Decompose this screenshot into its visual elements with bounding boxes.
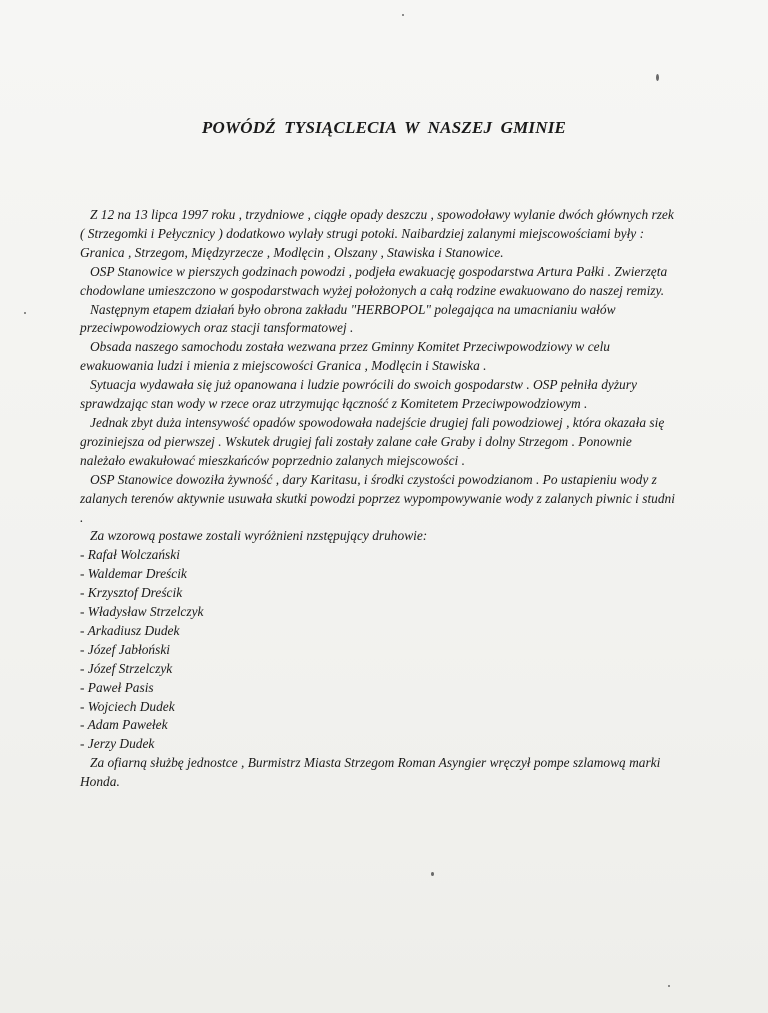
- paragraph-herbopol-defense: Następnym etapem działań było obrona zakładu "HERBOPOL" polegająca na umacnianiu wałów przeciwpowodziowych oraz stacji tansformatowej .: [80, 301, 616, 336]
- scan-speck: [668, 985, 670, 987]
- document-body: [80, 206, 680, 792]
- paragraph-situation-calm: Sytuacja wydawała się już opanowana i ludzie powrócili do swoich gospodarstw . OSP pełniła dyżury sprawdzając stan wody w rzece oraz utrzymując łączność z Komitetem Przeciwpowodziowym .: [80, 377, 637, 412]
- list-item: - Wojciech Dudek: [80, 698, 175, 714]
- paragraph-pump-award: Za ofiarną służbę jednostce , Burmistrz Miasta Strzegom Roman Asyngier wręczył pompe szlamową marki Honda.: [80, 755, 661, 790]
- list-item: - Józef Strzelczyk: [80, 660, 173, 676]
- list-item: - Jerzy Dudek: [80, 736, 155, 752]
- scan-speck: [402, 14, 404, 16]
- scan-speck: [656, 74, 659, 81]
- paragraph-aid-delivery: OSP Stanowice dowoziła żywność , dary Karitasu, i środki czystości powodzianom . Po ustapieniu wody z zalanych terenów aktywnie usuwała skutki powodzi poprzez wypompowywanie wody z zalanych piwnic i studni .: [80, 471, 675, 525]
- list-item: - Arkadiusz Dudek: [80, 622, 180, 638]
- document-title: POWÓDŹ TYSIĄCLECIA W NASZEJ GMINIE: [201, 118, 567, 137]
- paragraph-crew-summoned: Obsada naszego samochodu została wezwana przez Gminny Komitet Przeciwpowodziowy w celu ewakuowania ludzi i mienia z miejscowości Granica , Modlęcin i Stawiska .: [80, 339, 610, 374]
- list-item: - Adam Pawełek: [80, 717, 168, 733]
- honored-members-list: [80, 546, 680, 754]
- paragraph-second-wave: Jednak zbyt duża intensywość opadów spowodowała nadejście drugiej fali powodziowej , która okazała się groziniejsza od pierwszej . Wskutek drugiej fali zostały zalane całe Graby i dolny Strzegom . Ponownie należało ewakułować mieszkańców poprzednio zalanych miejscowości .: [80, 414, 665, 468]
- list-item: - Józef Jabłoński: [80, 641, 170, 657]
- list-item: - Krzysztof Dreścik: [80, 585, 183, 601]
- paragraph-honors-intro: Za wzorową postawe zostali wyróżnieni nzstępujący druhowie:: [90, 528, 428, 544]
- scan-speck: [24, 312, 26, 314]
- scan-speck: [431, 872, 434, 876]
- list-item: - Paweł Pasis: [80, 679, 154, 695]
- paragraph-flood-overview: Z 12 na 13 lipca 1997 roku , trzydniowe , ciągłe opady deszczu , spowodoławy wylanie dwóch głównych rzek ( Strzegomki i Pełycznicy ) dodatkowo wylały strugi potoki. Naibardziej zalanymi miejscowościami były : Granica , Strzegom, Międzyrzecze , Modlęcin , Olszany , Stawiska i Stanowice.: [80, 207, 674, 260]
- list-item: - Rafał Wolczański: [80, 547, 180, 563]
- list-item: - Waldemar Dreścik: [80, 566, 187, 582]
- paragraph-first-evacuation: OSP Stanowice w pierszych godzinach powodzi , podjeła ewakuację gospodarstwa Artura Pałki . Zwierzęta chodowlane umieszczono w gospodarstwach wyżej położonych a całą rodzine ewakuowano do naszej remizy.: [80, 263, 668, 298]
- list-item: - Władysław Strzelczyk: [80, 604, 204, 620]
